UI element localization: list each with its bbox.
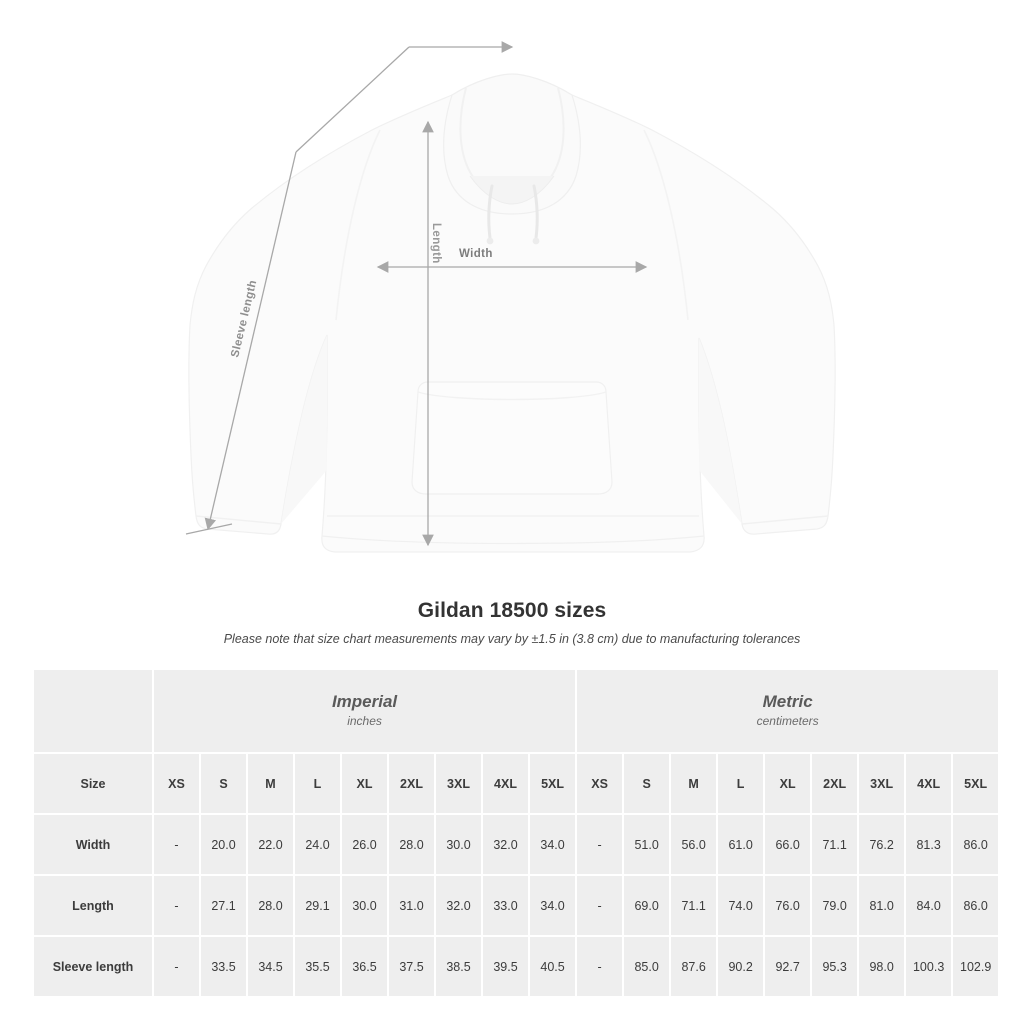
sleeve-imperial-m: 34.5 xyxy=(247,936,294,997)
sleeve-metric-m: 87.6 xyxy=(670,936,717,997)
size-label-cell: Size xyxy=(33,753,153,814)
size-header-imperial-s: S xyxy=(200,753,247,814)
unit-header-metric xyxy=(576,669,999,753)
sleeve-metric-5xl: 102.9 xyxy=(952,936,999,997)
length-metric-5xl: 86.0 xyxy=(952,875,999,936)
sleeve-imperial-xl: 36.5 xyxy=(341,936,388,997)
sleeve-metric-4xl: 100.3 xyxy=(905,936,952,997)
sleeve-metric-xl: 92.7 xyxy=(764,936,811,997)
corner-cell xyxy=(33,669,153,753)
table-row xyxy=(33,814,999,875)
hoodie-graphic xyxy=(189,74,835,552)
width-label: Width xyxy=(459,248,493,260)
length-imperial-5xl: 34.0 xyxy=(529,875,576,936)
size-header-imperial-xl: XL xyxy=(341,753,388,814)
size-header-metric-4xl: 4XL xyxy=(905,753,952,814)
size-header-imperial-4xl: 4XL xyxy=(482,753,529,814)
length-metric-l: 74.0 xyxy=(717,875,764,936)
size-table-wrap xyxy=(32,668,992,998)
width-metric-3xl: 76.2 xyxy=(858,814,905,875)
size-header-imperial-2xl: 2XL xyxy=(388,753,435,814)
width-metric-s: 51.0 xyxy=(623,814,670,875)
size-header-metric-xs: XS xyxy=(576,753,623,814)
table-row xyxy=(33,936,999,997)
length-imperial-4xl: 33.0 xyxy=(482,875,529,936)
unit-sub-metric: centimeters xyxy=(756,714,819,729)
length-metric-s: 69.0 xyxy=(623,875,670,936)
row-label-length: Length xyxy=(33,875,153,936)
length-imperial-xs: - xyxy=(153,875,200,936)
sleeve-imperial-5xl: 40.5 xyxy=(529,936,576,997)
width-metric-2xl: 71.1 xyxy=(811,814,858,875)
sleeve-imperial-2xl: 37.5 xyxy=(388,936,435,997)
sleeve-metric-xs: - xyxy=(576,936,623,997)
unit-name-imperial: Imperial xyxy=(331,691,398,711)
width-imperial-s: 20.0 xyxy=(200,814,247,875)
sleeve-imperial-4xl: 39.5 xyxy=(482,936,529,997)
unit-name-metric: Metric xyxy=(762,691,813,711)
length-metric-3xl: 81.0 xyxy=(858,875,905,936)
title-block xyxy=(0,599,1024,646)
size-header-metric-3xl: 3XL xyxy=(858,753,905,814)
width-imperial-5xl: 34.0 xyxy=(529,814,576,875)
width-metric-m: 56.0 xyxy=(670,814,717,875)
sleeve-imperial-l: 35.5 xyxy=(294,936,341,997)
width-imperial-xs: - xyxy=(153,814,200,875)
width-metric-xs: - xyxy=(576,814,623,875)
size-header-imperial-3xl: 3XL xyxy=(435,753,482,814)
unit-header-row xyxy=(33,669,999,753)
unit-header-imperial xyxy=(153,669,576,753)
size-header-row xyxy=(33,753,999,814)
size-header-metric-xl: XL xyxy=(764,753,811,814)
sleeve-length-label: Sleeve length xyxy=(229,278,260,359)
length-imperial-m: 28.0 xyxy=(247,875,294,936)
width-metric-l: 61.0 xyxy=(717,814,764,875)
width-imperial-3xl: 30.0 xyxy=(435,814,482,875)
size-header-metric-2xl: 2XL xyxy=(811,753,858,814)
sleeve-metric-2xl: 95.3 xyxy=(811,936,858,997)
sleeve-metric-3xl: 98.0 xyxy=(858,936,905,997)
size-header-metric-m: M xyxy=(670,753,717,814)
sleeve-metric-l: 90.2 xyxy=(717,936,764,997)
width-imperial-xl: 26.0 xyxy=(341,814,388,875)
width-imperial-4xl: 32.0 xyxy=(482,814,529,875)
size-header-imperial-m: M xyxy=(247,753,294,814)
width-metric-5xl: 86.0 xyxy=(952,814,999,875)
width-metric-xl: 66.0 xyxy=(764,814,811,875)
length-metric-xl: 76.0 xyxy=(764,875,811,936)
length-imperial-xl: 30.0 xyxy=(341,875,388,936)
length-metric-2xl: 79.0 xyxy=(811,875,858,936)
size-header-imperial-5xl: 5XL xyxy=(529,753,576,814)
length-label: Length xyxy=(430,223,442,264)
length-imperial-2xl: 31.0 xyxy=(388,875,435,936)
row-label-width: Width xyxy=(33,814,153,875)
length-metric-4xl: 84.0 xyxy=(905,875,952,936)
tolerance-note: Please note that size chart measurements may vary by ±1.5 in (3.8 cm) due to manufacturing tolerances xyxy=(223,632,801,646)
size-table xyxy=(32,668,1000,998)
length-imperial-l: 29.1 xyxy=(294,875,341,936)
size-header-metric-5xl: 5XL xyxy=(952,753,999,814)
page-title: Gildan 18500 sizes xyxy=(417,599,607,622)
width-imperial-m: 22.0 xyxy=(247,814,294,875)
sleeve-imperial-3xl: 38.5 xyxy=(435,936,482,997)
size-header-imperial-xs: XS xyxy=(153,753,200,814)
length-metric-m: 71.1 xyxy=(670,875,717,936)
unit-sub-imperial: inches xyxy=(347,714,382,729)
table-row xyxy=(33,875,999,936)
length-imperial-3xl: 32.0 xyxy=(435,875,482,936)
size-header-metric-l: L xyxy=(717,753,764,814)
width-imperial-2xl: 28.0 xyxy=(388,814,435,875)
sleeve-metric-s: 85.0 xyxy=(623,936,670,997)
sleeve-imperial-s: 33.5 xyxy=(200,936,247,997)
length-imperial-s: 27.1 xyxy=(200,875,247,936)
size-header-metric-s: S xyxy=(623,753,670,814)
length-metric-xs: - xyxy=(576,875,623,936)
row-label-sleeve-length: Sleeve length xyxy=(33,936,153,997)
width-imperial-l: 24.0 xyxy=(294,814,341,875)
sleeve-imperial-xs: - xyxy=(153,936,200,997)
size-header-imperial-l: L xyxy=(294,753,341,814)
width-metric-4xl: 81.3 xyxy=(905,814,952,875)
